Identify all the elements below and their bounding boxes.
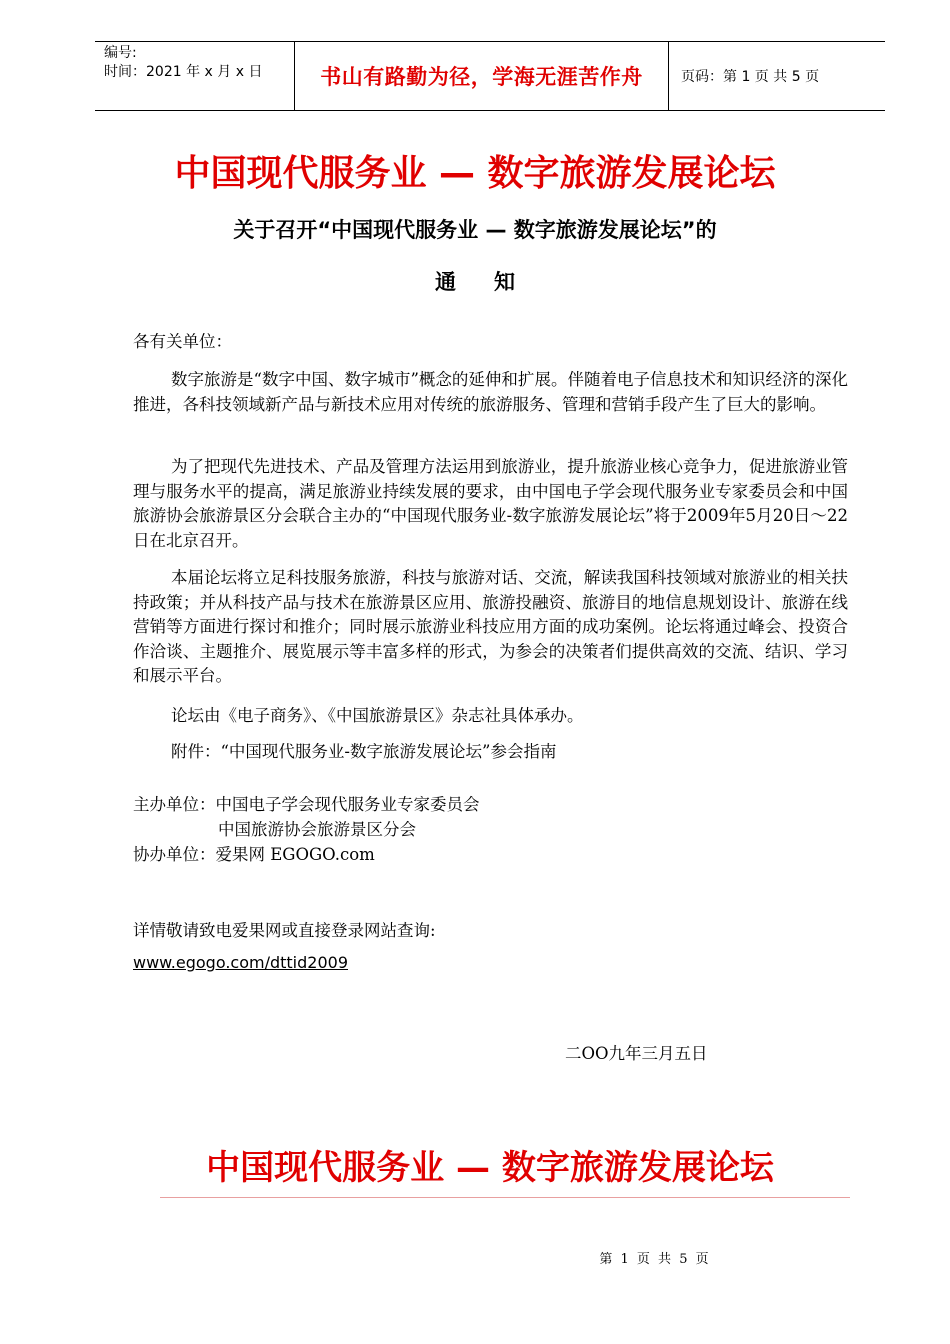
host-unit: 主办单位：中国电子学会现代服务业专家委员会	[133, 795, 480, 814]
header-meta	[95, 42, 295, 110]
paragraph-1: 数字旅游是“数字中国、数字城市”概念的延伸和扩展。伴随着电子信息技术和知识经济的深化推进，各科技领域新产品与新技术应用对传统的旅游服务、管理和营销手段产生了巨大的影响。	[133, 370, 848, 414]
main-title: 中国现代服务业 — 数字旅游发展论坛	[174, 153, 776, 194]
salutation: 各有关单位：	[133, 332, 232, 351]
cohost-unit: 协办单位：爱果网 EGOGO.com	[133, 845, 375, 864]
sub-title: 关于召开“中国现代服务业 — 数字旅游发展论坛”的	[233, 218, 717, 242]
number-label: 编号:	[104, 45, 137, 61]
website-link[interactable]: www.egogo.com/dttid2009	[133, 953, 348, 972]
issue-date: 二OO九年三月五日	[565, 1044, 708, 1063]
paragraph-5: 附件：“中国现代服务业-数字旅游发展论坛”参会指南	[171, 742, 557, 761]
footer-title: 中国现代服务业 — 数字旅游发展论坛	[206, 1148, 774, 1188]
details-text: 详情敬请致电爱果网或直接登录网站查询:	[133, 921, 436, 940]
footer-divider	[160, 1197, 850, 1198]
header-page-info: 页码：第 1 页 共 5 页	[681, 69, 820, 85]
time-label: 时间：2021 年 x 月 x 日	[104, 64, 263, 80]
notice-title: 通知	[435, 270, 553, 294]
header-table	[95, 41, 885, 111]
page-number: 第 1 页 共 5 页	[599, 1252, 711, 1267]
header-motto: 书山有路勤为径，学海无涯苦作舟	[295, 42, 669, 110]
paragraph-4: 论坛由《电子商务》、《中国旅游景区》杂志社具体承办。	[171, 706, 584, 725]
paragraph-2: 为了把现代先进技术、产品及管理方法运用到旅游业，提升旅游业核心竞争力，促进旅游业管理与服务水平的提高，满足旅游业持续发展的要求，由中国电子学会现代服务业专家委员会和中国旅游协会旅游景区分会联合主办的“中国现代服务业-数字旅游发展论坛”将于2009年5月20日～22日在北京召开。	[133, 457, 848, 550]
host-unit-second: 中国旅游协会旅游景区分会	[218, 820, 416, 839]
paragraph-3: 本届论坛将立足科技服务旅游，科技与旅游对话、交流，解读我国科技领域对旅游业的相关扶持政策；并从科技产品与技术在旅游景区应用、旅游投融资、旅游目的地信息规划设计、旅游在线营销等方面进行探讨和推介；同时展示旅游业科技应用方面的成功案例。论坛将通过峰会、投资合作洽谈、主题推介、展览展示等丰富多样的形式，为参会的决策者们提供高效的交流、结识、学习和展示平台。	[133, 568, 848, 685]
